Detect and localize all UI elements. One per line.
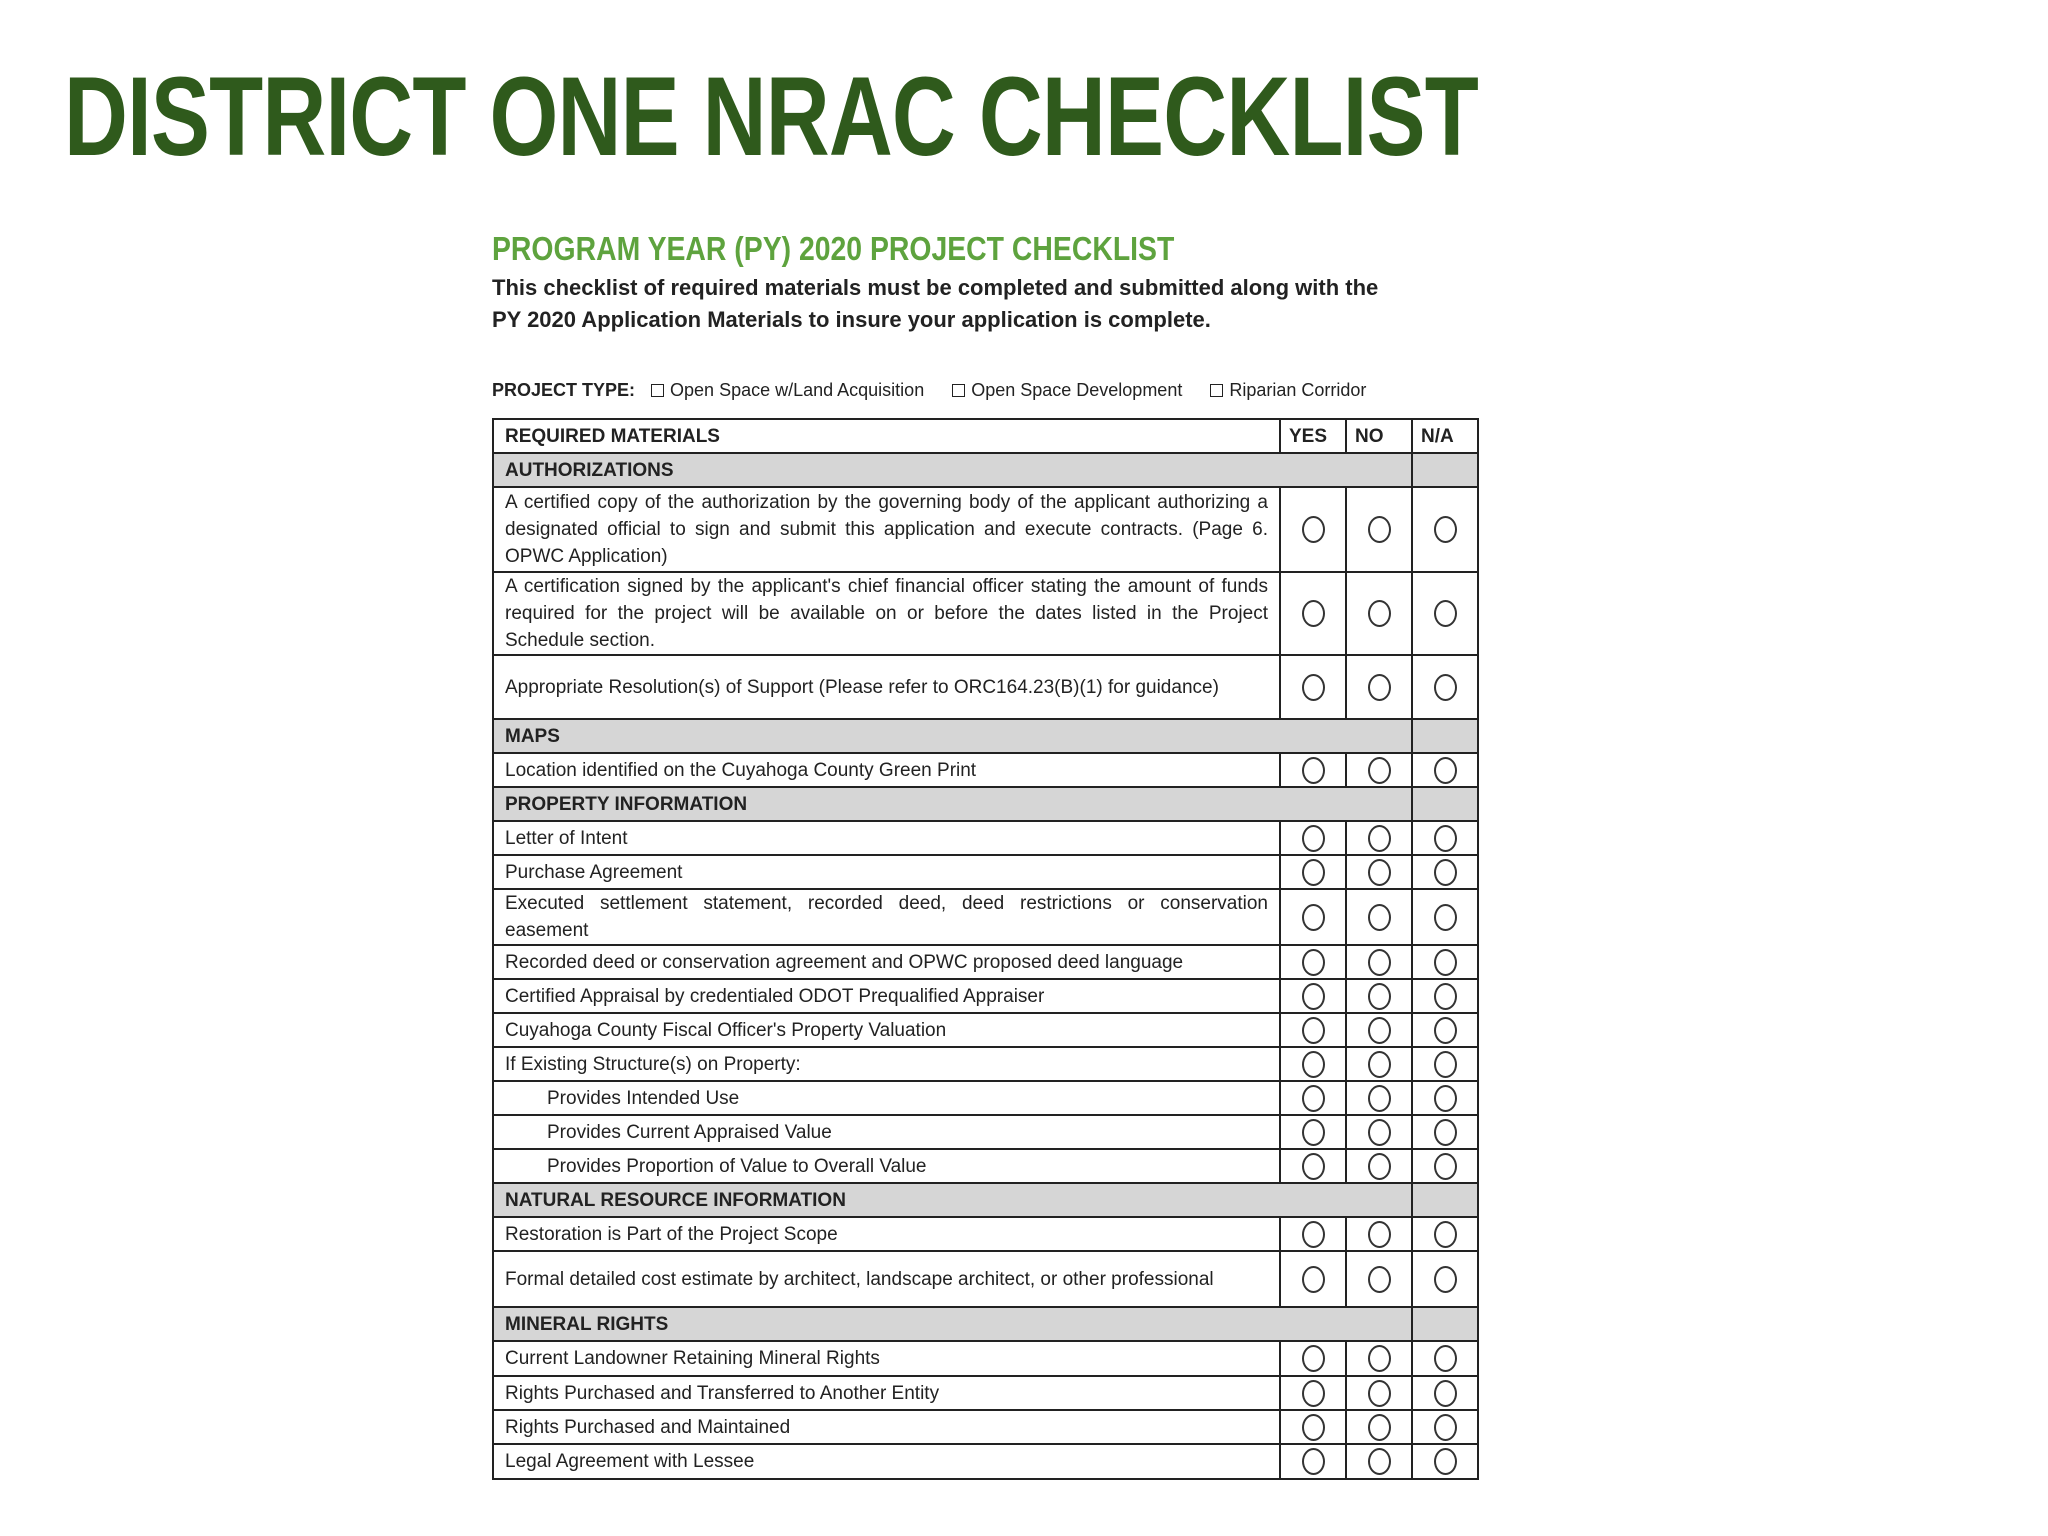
item-label: Executed settlement statement, recorded deed, deed restrictions or conservation easement	[493, 889, 1280, 945]
table-row	[493, 1410, 1478, 1444]
yes-radio-icon[interactable]	[1302, 1345, 1325, 1372]
section-label: NATURAL RESOURCE INFORMATION	[493, 1183, 1412, 1217]
yes-radio-icon[interactable]	[1302, 1380, 1325, 1407]
checkbox-icon[interactable]	[1210, 384, 1223, 397]
table-row	[493, 855, 1478, 889]
checkbox-icon[interactable]	[651, 384, 664, 397]
item-label: Certified Appraisal by credentialed ODOT Prequalified Appraiser	[493, 979, 1280, 1013]
na-cell	[1412, 1444, 1478, 1479]
na-cell	[1412, 1251, 1478, 1307]
na-cell	[1412, 753, 1478, 787]
na-radio-icon[interactable]	[1434, 1119, 1457, 1146]
yes-cell	[1280, 1115, 1346, 1149]
project-type-option[interactable]	[651, 380, 924, 401]
table-row	[493, 1376, 1478, 1410]
no-cell	[1346, 821, 1412, 855]
yes-cell	[1280, 1081, 1346, 1115]
project-type-option[interactable]	[1210, 380, 1366, 401]
no-radio-icon[interactable]	[1368, 983, 1391, 1010]
section-cell	[1412, 787, 1478, 821]
no-radio-icon[interactable]	[1368, 757, 1391, 784]
item-label: Location identified on the Cuyahoga County Green Print	[493, 753, 1280, 787]
item-label: Provides Proportion of Value to Overall Value	[493, 1149, 1280, 1183]
na-radio-icon[interactable]	[1434, 983, 1457, 1010]
na-radio-icon[interactable]	[1434, 1017, 1457, 1044]
no-radio-icon[interactable]	[1368, 1017, 1391, 1044]
table-row	[493, 1149, 1478, 1183]
no-radio-icon[interactable]	[1368, 1345, 1391, 1372]
option-label: Riparian Corridor	[1229, 380, 1367, 400]
checkbox-icon[interactable]	[952, 384, 965, 397]
table-row	[493, 1251, 1478, 1307]
na-cell	[1412, 1115, 1478, 1149]
na-cell	[1412, 1217, 1478, 1251]
item-label: Rights Purchased and Transferred to Another Entity	[493, 1376, 1280, 1410]
yes-cell	[1280, 1376, 1346, 1410]
item-label: A certification signed by the applicant's chief financial officer stating the amount of funds required for the project will be available on or before the dates listed in the Project Schedule section.	[493, 572, 1280, 655]
table-row	[493, 979, 1478, 1013]
table-row	[493, 487, 1478, 572]
na-radio-icon[interactable]	[1434, 516, 1457, 543]
yes-cell	[1280, 1251, 1346, 1307]
no-cell	[1346, 1251, 1412, 1307]
no-cell	[1346, 1081, 1412, 1115]
na-cell	[1412, 572, 1478, 655]
na-radio-icon[interactable]	[1434, 1153, 1457, 1180]
no-cell	[1346, 1217, 1412, 1251]
section-label: MINERAL RIGHTS	[493, 1307, 1412, 1341]
yes-radio-icon[interactable]	[1302, 1266, 1325, 1293]
intro-line: This checklist of required materials must be completed and submitted along with the	[492, 275, 1379, 300]
na-radio-icon[interactable]	[1434, 1448, 1457, 1475]
yes-cell	[1280, 821, 1346, 855]
no-radio-icon[interactable]	[1368, 516, 1391, 543]
yes-radio-icon[interactable]	[1302, 949, 1325, 976]
yes-cell	[1280, 1047, 1346, 1081]
table-row	[493, 1013, 1478, 1047]
checklist-table	[492, 418, 1479, 1480]
na-cell	[1412, 1410, 1478, 1444]
item-label: Restoration is Part of the Project Scope	[493, 1217, 1280, 1251]
yes-radio-icon[interactable]	[1302, 1414, 1325, 1441]
yes-radio-icon[interactable]	[1302, 674, 1325, 701]
column-header: REQUIRED MATERIALS	[493, 419, 1280, 453]
no-radio-icon[interactable]	[1368, 1051, 1391, 1078]
item-label: Letter of Intent	[493, 821, 1280, 855]
na-radio-icon[interactable]	[1434, 949, 1457, 976]
yes-cell	[1280, 979, 1346, 1013]
section-label: AUTHORIZATIONS	[493, 453, 1412, 487]
yes-cell	[1280, 889, 1346, 945]
yes-radio-icon[interactable]	[1302, 825, 1325, 852]
section-row	[493, 787, 1478, 821]
yes-cell	[1280, 855, 1346, 889]
yes-cell	[1280, 1217, 1346, 1251]
option-label: Open Space Development	[971, 380, 1183, 400]
no-cell	[1346, 979, 1412, 1013]
table-row	[493, 572, 1478, 655]
no-radio-icon[interactable]	[1368, 600, 1391, 627]
yes-cell	[1280, 655, 1346, 719]
no-cell	[1346, 1013, 1412, 1047]
yes-radio-icon[interactable]	[1302, 1085, 1325, 1112]
yes-radio-icon[interactable]	[1302, 904, 1325, 931]
yes-radio-icon[interactable]	[1302, 983, 1325, 1010]
na-cell	[1412, 889, 1478, 945]
na-cell	[1412, 1376, 1478, 1410]
yes-cell	[1280, 1013, 1346, 1047]
table-row	[493, 945, 1478, 979]
section-cell	[1412, 1183, 1478, 1217]
na-radio-icon[interactable]	[1434, 1085, 1457, 1112]
project-type-option[interactable]	[952, 380, 1182, 401]
table-row	[493, 1081, 1478, 1115]
column-header: N/A	[1412, 419, 1478, 453]
na-radio-icon[interactable]	[1434, 1345, 1457, 1372]
yes-cell	[1280, 572, 1346, 655]
table-row	[493, 1115, 1478, 1149]
item-label: Appropriate Resolution(s) of Support (Please refer to ORC164.23(B)(1) for guidance)	[493, 655, 1280, 719]
na-radio-icon[interactable]	[1434, 674, 1457, 701]
item-label: Formal detailed cost estimate by architect, landscape architect, or other professional	[493, 1251, 1280, 1307]
na-cell	[1412, 1081, 1478, 1115]
na-cell	[1412, 855, 1478, 889]
item-label: Cuyahoga County Fiscal Officer's Property Valuation	[493, 1013, 1280, 1047]
section-row	[493, 1183, 1478, 1217]
section-row	[493, 453, 1478, 487]
na-radio-icon[interactable]	[1434, 757, 1457, 784]
na-radio-icon[interactable]	[1434, 1266, 1457, 1293]
yes-cell	[1280, 1410, 1346, 1444]
yes-cell	[1280, 1444, 1346, 1479]
section-cell	[1412, 453, 1478, 487]
section-cell	[1412, 1307, 1478, 1341]
intro-line: PY 2020 Application Materials to insure your application is complete.	[492, 307, 1211, 332]
page-title: DISTRICT ONE NRAC CHECKLIST	[64, 54, 1479, 179]
table-header-row	[493, 419, 1478, 453]
no-radio-icon[interactable]	[1368, 1448, 1391, 1475]
section-label: MAPS	[493, 719, 1412, 753]
yes-cell	[1280, 945, 1346, 979]
intro-text	[492, 272, 1482, 336]
yes-radio-icon[interactable]	[1302, 1017, 1325, 1044]
na-cell	[1412, 1149, 1478, 1183]
yes-radio-icon[interactable]	[1302, 1119, 1325, 1146]
yes-radio-icon[interactable]	[1302, 859, 1325, 886]
table-row	[493, 1341, 1478, 1376]
no-radio-icon[interactable]	[1368, 1085, 1391, 1112]
na-cell	[1412, 1013, 1478, 1047]
yes-cell	[1280, 1149, 1346, 1183]
na-radio-icon[interactable]	[1434, 1051, 1457, 1078]
no-radio-icon[interactable]	[1368, 674, 1391, 701]
section-cell	[1412, 719, 1478, 753]
no-cell	[1346, 945, 1412, 979]
na-radio-icon[interactable]	[1434, 1221, 1457, 1248]
yes-radio-icon[interactable]	[1302, 600, 1325, 627]
table-row	[493, 821, 1478, 855]
na-cell	[1412, 1047, 1478, 1081]
no-cell	[1346, 1444, 1412, 1479]
table-row	[493, 1047, 1478, 1081]
yes-cell	[1280, 1341, 1346, 1376]
na-cell	[1412, 979, 1478, 1013]
item-label: Current Landowner Retaining Mineral Rights	[493, 1341, 1280, 1376]
table-row	[493, 753, 1478, 787]
item-label: Provides Current Appraised Value	[493, 1115, 1280, 1149]
no-cell	[1346, 889, 1412, 945]
no-cell	[1346, 855, 1412, 889]
na-cell	[1412, 1341, 1478, 1376]
yes-radio-icon[interactable]	[1302, 757, 1325, 784]
na-radio-icon[interactable]	[1434, 1380, 1457, 1407]
column-header: NO	[1346, 419, 1412, 453]
section-label: PROPERTY INFORMATION	[493, 787, 1412, 821]
no-radio-icon[interactable]	[1368, 1266, 1391, 1293]
section-row	[493, 1307, 1478, 1341]
no-radio-icon[interactable]	[1368, 825, 1391, 852]
no-radio-icon[interactable]	[1368, 1380, 1391, 1407]
project-type-label: PROJECT TYPE:	[492, 380, 636, 400]
document-subtitle: PROGRAM YEAR (PY) 2020 PROJECT CHECKLIST	[492, 230, 1175, 267]
item-label: A certified copy of the authorization by the governing body of the applicant authorizing a designated official to sign and submit this application and execute contracts. (Page 6. OPWC Application)	[493, 487, 1280, 572]
table-row	[493, 655, 1478, 719]
project-type-row	[492, 380, 1482, 401]
table-row	[493, 1444, 1478, 1479]
no-radio-icon[interactable]	[1368, 1221, 1391, 1248]
yes-radio-icon[interactable]	[1302, 1051, 1325, 1078]
no-cell	[1346, 1149, 1412, 1183]
no-radio-icon[interactable]	[1368, 1153, 1391, 1180]
column-header: YES	[1280, 419, 1346, 453]
na-radio-icon[interactable]	[1434, 859, 1457, 886]
item-label: Rights Purchased and Maintained	[493, 1410, 1280, 1444]
na-radio-icon[interactable]	[1434, 600, 1457, 627]
no-cell	[1346, 487, 1412, 572]
no-cell	[1346, 1341, 1412, 1376]
no-cell	[1346, 1376, 1412, 1410]
na-radio-icon[interactable]	[1434, 1414, 1457, 1441]
na-cell	[1412, 655, 1478, 719]
item-label: Recorded deed or conservation agreement and OPWC proposed deed language	[493, 945, 1280, 979]
yes-cell	[1280, 753, 1346, 787]
no-radio-icon[interactable]	[1368, 949, 1391, 976]
no-radio-icon[interactable]	[1368, 859, 1391, 886]
no-cell	[1346, 572, 1412, 655]
item-label: If Existing Structure(s) on Property:	[493, 1047, 1280, 1081]
yes-radio-icon[interactable]	[1302, 1448, 1325, 1475]
item-label: Legal Agreement with Lessee	[493, 1444, 1280, 1479]
yes-radio-icon[interactable]	[1302, 1221, 1325, 1248]
no-radio-icon[interactable]	[1368, 1119, 1391, 1146]
item-label: Provides Intended Use	[493, 1081, 1280, 1115]
no-radio-icon[interactable]	[1368, 1414, 1391, 1441]
section-row	[493, 719, 1478, 753]
item-label: Purchase Agreement	[493, 855, 1280, 889]
na-radio-icon[interactable]	[1434, 825, 1457, 852]
na-cell	[1412, 821, 1478, 855]
yes-radio-icon[interactable]	[1302, 1153, 1325, 1180]
checklist-document	[492, 230, 1482, 401]
no-radio-icon[interactable]	[1368, 904, 1391, 931]
no-cell	[1346, 655, 1412, 719]
option-label: Open Space w/Land Acquisition	[670, 380, 925, 400]
na-radio-icon[interactable]	[1434, 904, 1457, 931]
na-cell	[1412, 945, 1478, 979]
table-row	[493, 889, 1478, 945]
yes-cell	[1280, 487, 1346, 572]
yes-radio-icon[interactable]	[1302, 516, 1325, 543]
table-row	[493, 1217, 1478, 1251]
na-cell	[1412, 487, 1478, 572]
no-cell	[1346, 1410, 1412, 1444]
no-cell	[1346, 753, 1412, 787]
no-cell	[1346, 1047, 1412, 1081]
no-cell	[1346, 1115, 1412, 1149]
